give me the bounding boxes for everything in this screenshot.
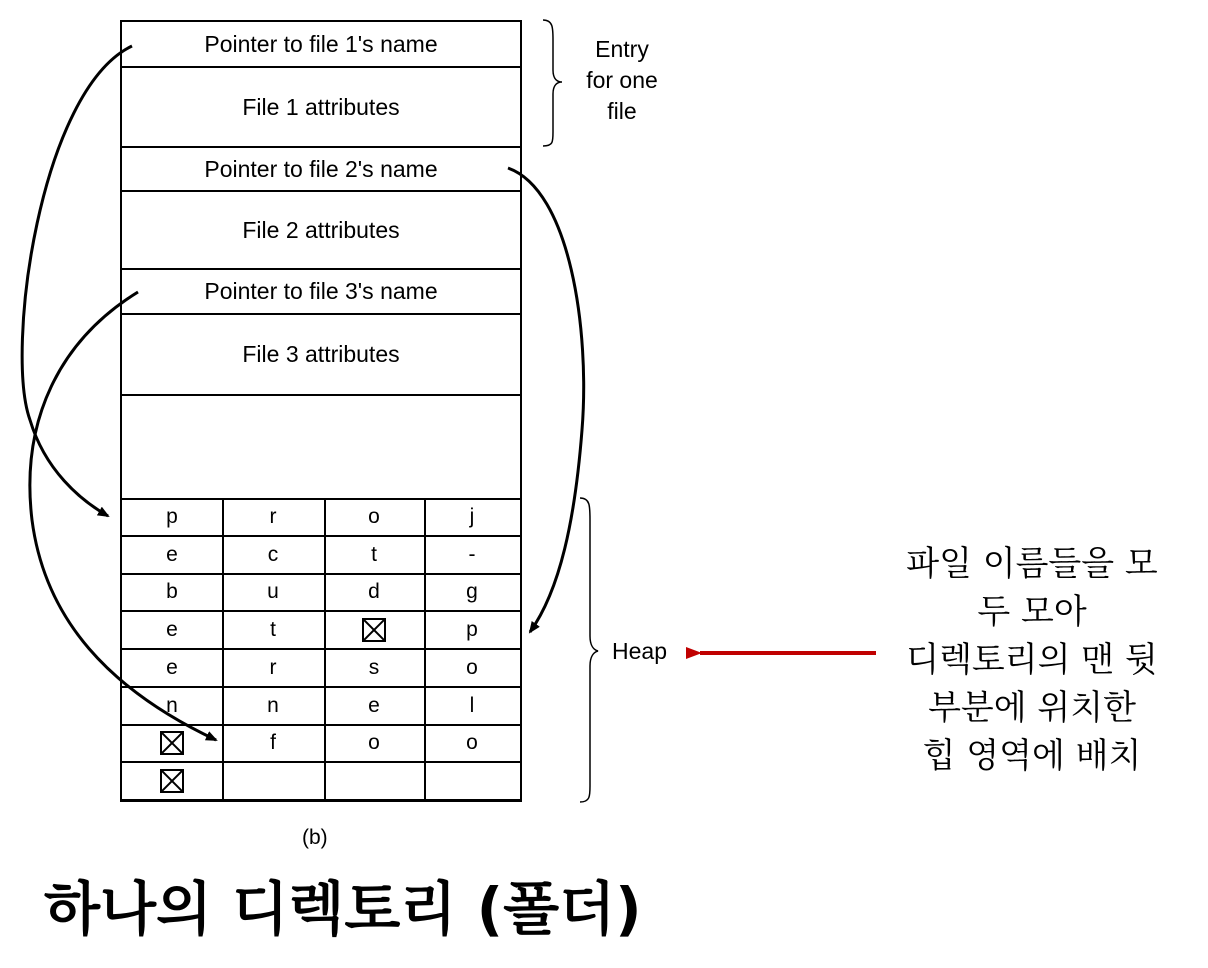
entry-3-attributes: File 3 attributes [122, 315, 520, 396]
heap-cell: - [468, 542, 476, 566]
heap-cell: c [267, 542, 279, 566]
heap-cell: n [267, 693, 279, 717]
entry-label-line-2: for one [586, 67, 658, 93]
note-line-5: 힙 영역에 배치 [922, 736, 1142, 776]
heap-cell: g [466, 580, 478, 604]
heap-cell: u [267, 580, 279, 604]
heap-cell: e [166, 655, 178, 679]
entry-label-line-1: Entry [595, 36, 649, 62]
heap-cell: p [466, 618, 478, 642]
entry-brace [543, 20, 562, 146]
heap-cell: j [469, 504, 475, 528]
heap-cell: o [466, 655, 478, 679]
heap-cell: t [270, 618, 276, 642]
heap-cell: e [166, 618, 178, 642]
entry-3-pointer: Pointer to file 3's name [122, 270, 520, 315]
heap-cell: f [270, 731, 276, 755]
heap-cell: l [469, 693, 475, 717]
heap-cell: d [368, 580, 380, 604]
heap-cell: o [368, 731, 380, 755]
pointer-arrow-file-2 [508, 168, 584, 632]
annotation-note [872, 540, 1192, 780]
heap-cell: r [269, 504, 277, 528]
heap-label: Heap [612, 638, 667, 664]
entry-brace-label [570, 34, 674, 127]
figure-caption: (b) [302, 826, 328, 849]
entry-1-pointer: Pointer to file 1's name [122, 22, 520, 68]
heap-cell: r [269, 655, 277, 679]
heap-cell: o [368, 504, 380, 528]
entry-2-pointer: Pointer to file 2's name [122, 148, 520, 192]
entry-1-attributes: File 1 attributes [122, 68, 520, 148]
note-line-3: 디렉토리의 맨 뒷 [906, 640, 1158, 680]
heap-brace [580, 498, 598, 802]
heap-cell: t [371, 542, 377, 566]
heap-cell: s [368, 655, 380, 679]
note-line-1: 파일 이름들을 모 [906, 544, 1158, 584]
heap-cell: n [166, 693, 178, 717]
pointer-arrow-file-3 [30, 292, 216, 740]
heap-cell: o [466, 731, 478, 755]
page-title: 하나의 디렉토리 (폴더) [44, 875, 642, 943]
note-line-4: 부분에 위치한 [928, 688, 1136, 728]
heap-cell: b [166, 580, 178, 604]
note-line-2: 두 모아 [977, 592, 1087, 632]
entry-2-attributes: File 2 attributes [122, 192, 520, 270]
heap-cell: e [368, 693, 380, 717]
heap-cell: p [166, 504, 178, 528]
heap-cell: e [166, 542, 178, 566]
entry-label-line-3: file [607, 98, 637, 124]
pointer-arrow-file-1 [22, 46, 132, 516]
